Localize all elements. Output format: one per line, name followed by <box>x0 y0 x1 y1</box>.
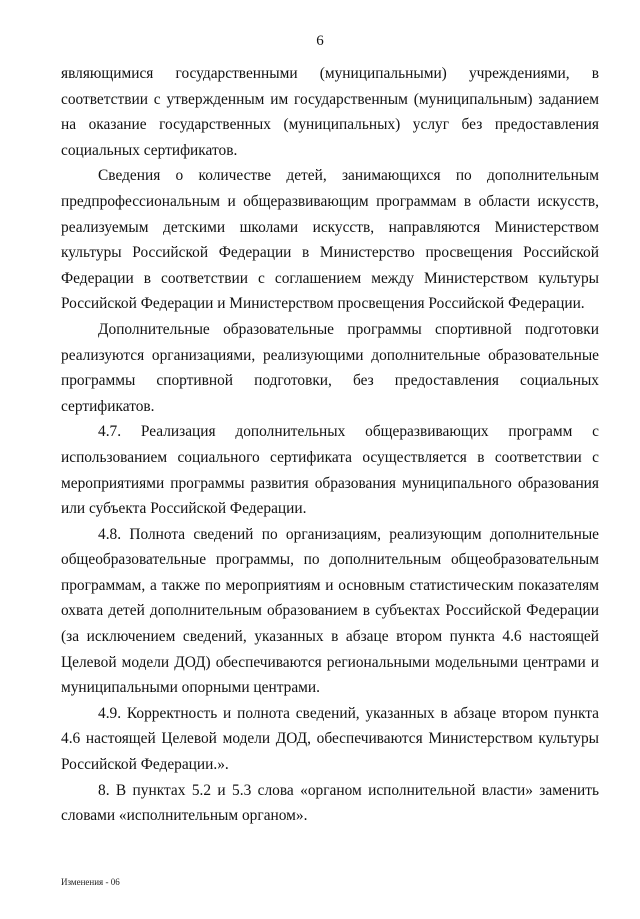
page-number: 6 <box>316 33 324 49</box>
paragraph-4-7: 4.7. Реализация дополнительных общеразвивающих программ с использованием социального сертификата осуществляется в соответствии с мероприятиями программы развития образования муниципального образования или субъекта Российской Федерации. <box>61 423 599 518</box>
document-body <box>61 61 599 829</box>
paragraph-sports-programs: Дополнительные образовательные программы спортивной подготовки реализуются организациями, реализующими дополнительные образовательные программы спортивной подготовки, без предоставления социальных сертификатов. <box>61 320 599 415</box>
footer-note: Изменения - 06 <box>61 877 120 887</box>
paragraph-culture-ministry-info: Сведения о количестве детей, занимающихся по дополнительным предпрофессиональным и общеразвивающим программам в области искусств, реализуемым детскими школами искусств, направляются Министерством культуры Российской Федерации в Министерство просвещения Российской Федерации в соответствии с соглашением между Министерством культуры Российской Федерации и Министерством просвещения Российской Федерации. <box>61 167 599 313</box>
paragraph-4-9: 4.9. Корректность и полнота сведений, указанных в абзаце втором пункта 4.6 настоящей Целевой модели ДОД, обеспечиваются Министерством культуры Российской Федерации.». <box>61 704 599 774</box>
paragraph-continuation: являющимися государственными (муниципальными) учреждениями, в соответствии с утвержденным им государственным (муниципальным) заданием на оказание государственных (муниципальных) услуг без предоставления социальных сертификатов. <box>61 65 599 159</box>
paragraph-4-8: 4.8. Полнота сведений по организациям, реализующим дополнительные общеобразовательные программы, по дополнительным общеобразовательным программам, а также по мероприятиям и основным статистическим показателям охвата детей дополнительным образованием в субъектах Российской Федерации (за исключением сведений, указанных в абзаце втором пункта 4.6 настоящей Целевой модели ДОД) обеспечиваются региональными модельными центрами и муниципальными опорными центрами. <box>61 525 599 697</box>
paragraph-item-8: 8. В пунктах 5.2 и 5.3 слова «органом исполнительной власти» заменить словами «исполнительным органом». <box>61 781 599 825</box>
